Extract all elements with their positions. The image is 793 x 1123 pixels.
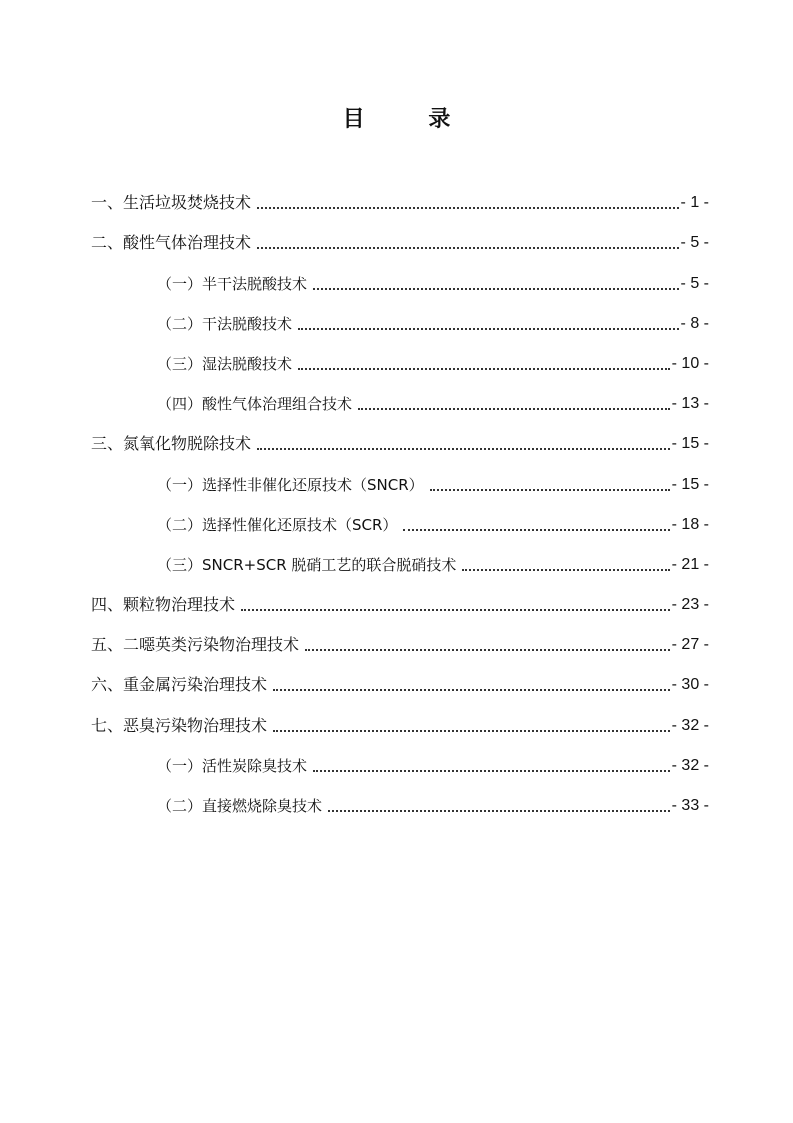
toc-page-number: - 10 - bbox=[671, 354, 709, 372]
toc-entry[interactable] bbox=[91, 222, 709, 262]
dot-leader bbox=[257, 247, 679, 249]
toc-subentry[interactable] bbox=[91, 383, 709, 423]
toc-entry-text: （四）酸性气体治理组合技术 bbox=[157, 395, 353, 414]
dot-leader bbox=[313, 288, 679, 290]
dot-leader bbox=[257, 448, 670, 450]
toc-page-number: - 33 - bbox=[671, 797, 709, 814]
toc-entry-text: 二、酸性气体治理技术 bbox=[91, 233, 252, 253]
page-title: 目 录 bbox=[342, 106, 479, 132]
toc-entry-text: 七、恶臭污染物治理技术 bbox=[91, 715, 268, 735]
dot-leader bbox=[305, 649, 670, 651]
dot-leader bbox=[403, 529, 669, 531]
toc-entry[interactable] bbox=[91, 664, 709, 704]
dot-leader bbox=[298, 328, 679, 330]
toc-entry-text: 一、生活垃圾焚烧技术 bbox=[91, 193, 252, 213]
toc-entry-text: （三）湿法脱酸技术 bbox=[157, 354, 293, 373]
dot-leader bbox=[313, 770, 670, 772]
toc-page-number: - 32 - bbox=[671, 756, 709, 774]
toc-subentry[interactable] bbox=[91, 785, 709, 825]
toc-subentry[interactable] bbox=[91, 463, 709, 503]
dot-leader bbox=[273, 730, 670, 732]
toc-entry-text: （二）直接燃烧除臭技术 bbox=[157, 797, 323, 815]
toc-entry-text: 三、氮氧化物脱除技术 bbox=[91, 434, 252, 454]
toc-subentry[interactable] bbox=[91, 745, 709, 785]
toc-page-number: - 21 - bbox=[671, 555, 709, 573]
dot-leader bbox=[430, 489, 670, 491]
toc-page-number: - 32 - bbox=[671, 716, 709, 734]
dot-leader bbox=[257, 207, 679, 209]
dot-leader bbox=[241, 609, 670, 611]
toc-entry[interactable] bbox=[91, 182, 709, 222]
toc-entry-text: 四、颗粒物治理技术 bbox=[91, 595, 236, 615]
toc-page-number: - 30 - bbox=[671, 676, 709, 694]
toc-entry[interactable] bbox=[91, 584, 709, 624]
toc-entry-text: （一）选择性非催化还原技术（SNCR） bbox=[157, 475, 424, 494]
dot-leader bbox=[358, 408, 670, 410]
toc-page-number: - 27 - bbox=[671, 636, 709, 654]
dot-leader bbox=[328, 810, 670, 812]
dot-leader bbox=[462, 569, 669, 571]
toc-page-number: - 5 - bbox=[680, 234, 709, 252]
toc-list bbox=[91, 182, 709, 825]
toc-page-number: - 5 - bbox=[680, 274, 709, 292]
toc-page-number: - 15 - bbox=[671, 435, 709, 453]
toc-page-number: - 8 - bbox=[680, 314, 709, 332]
toc-entry-text: （二）干法脱酸技术 bbox=[157, 314, 293, 333]
toc-entry[interactable] bbox=[91, 423, 709, 463]
toc-page-number: - 15 - bbox=[671, 475, 709, 493]
dot-leader bbox=[273, 689, 670, 691]
toc-entry[interactable] bbox=[91, 704, 709, 744]
toc-subentry[interactable] bbox=[91, 303, 709, 343]
toc-subentry[interactable] bbox=[91, 544, 709, 584]
toc-entry-text: （一）半干法脱酸技术 bbox=[157, 274, 308, 293]
toc-subentry[interactable] bbox=[91, 262, 709, 302]
toc-entry-text: 五、二噁英类污染物治理技术 bbox=[91, 635, 300, 655]
toc-entry-text: （二）选择性催化还原技术（SCR） bbox=[157, 515, 398, 534]
dot-leader bbox=[298, 368, 670, 370]
toc-subentry[interactable] bbox=[91, 343, 709, 383]
toc-entry[interactable] bbox=[91, 624, 709, 664]
toc-entry-text: （三）SNCR+SCR 脱硝工艺的联合脱硝技术 bbox=[157, 555, 457, 574]
toc-page-number: - 18 - bbox=[671, 515, 709, 533]
toc-subentry[interactable] bbox=[91, 504, 709, 544]
toc-page-number: - 1 - bbox=[680, 194, 709, 212]
toc-entry-text: 六、重金属污染治理技术 bbox=[91, 675, 268, 695]
toc-page-number: - 23 - bbox=[671, 596, 709, 614]
toc-entry-text: （一）活性炭除臭技术 bbox=[157, 756, 308, 775]
toc-page-number: - 13 - bbox=[671, 395, 709, 413]
